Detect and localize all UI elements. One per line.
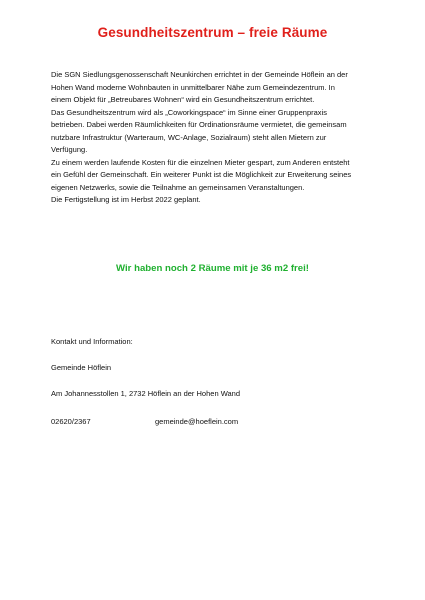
- contact-phone: 02620/2367: [51, 417, 91, 426]
- body-line: Zu einem werden laufende Kosten für die einzelnen Mieter gespart, zum Anderen entsteht: [51, 157, 350, 167]
- body-line: nutzbare Infrastruktur (Warteraum, WC-Anlage, Sozialraum) steht allen Mietern zur: [51, 132, 327, 142]
- contact-line: [51, 417, 239, 426]
- contact-organization: Gemeinde Höflein: [51, 363, 112, 372]
- contact-email[interactable]: gemeinde@hoeflein.com: [155, 417, 239, 426]
- contact-address: Am Johannesstollen 1, 2732 Höflein an der Hohen Wand: [51, 389, 241, 398]
- body-line: einem Objekt für „Betreubares Wohnen“ wird ein Gesundheitszentrum errichtet.: [51, 95, 315, 105]
- body-line: Die Fertigstellung ist im Herbst 2022 geplant.: [51, 195, 201, 205]
- body-line: Verfügung.: [51, 145, 88, 155]
- body-line: Die SGN Siedlungsgenossenschaft Neunkirchen errichtet in der Gemeinde Höflein an der: [51, 70, 348, 79]
- contact-heading: Kontakt und Information:: [51, 337, 133, 346]
- body-text: [51, 69, 396, 207]
- body-line: betrieben. Dabei werden Räumlichkeiten für Ordinationsräume vermietet, die gemeinsam: [51, 120, 347, 130]
- body-line: eigenen Netzwerks, sowie die Teilnahme an gemeinsamen Veranstaltungen.: [51, 182, 305, 192]
- body-line: ein Gefühl der Gemeinschaft. Ein weiterer Punkt ist die Möglichkeit zur Erweiterung seines: [51, 170, 352, 180]
- body-line: Hohen Wand moderne Wohnbauten in unmittelbarer Nähe zum Gemeindezentrum. In: [51, 82, 335, 92]
- availability-highlight: Wir haben noch 2 Räume mit je 36 m2 frei!: [116, 263, 309, 274]
- body-line: Das Gesundheitszentrum wird als „Coworkingspace“ im Sinne einer Gruppenpraxis: [51, 107, 327, 117]
- page-title: Gesundheitszentrum – freie Räume: [97, 25, 328, 40]
